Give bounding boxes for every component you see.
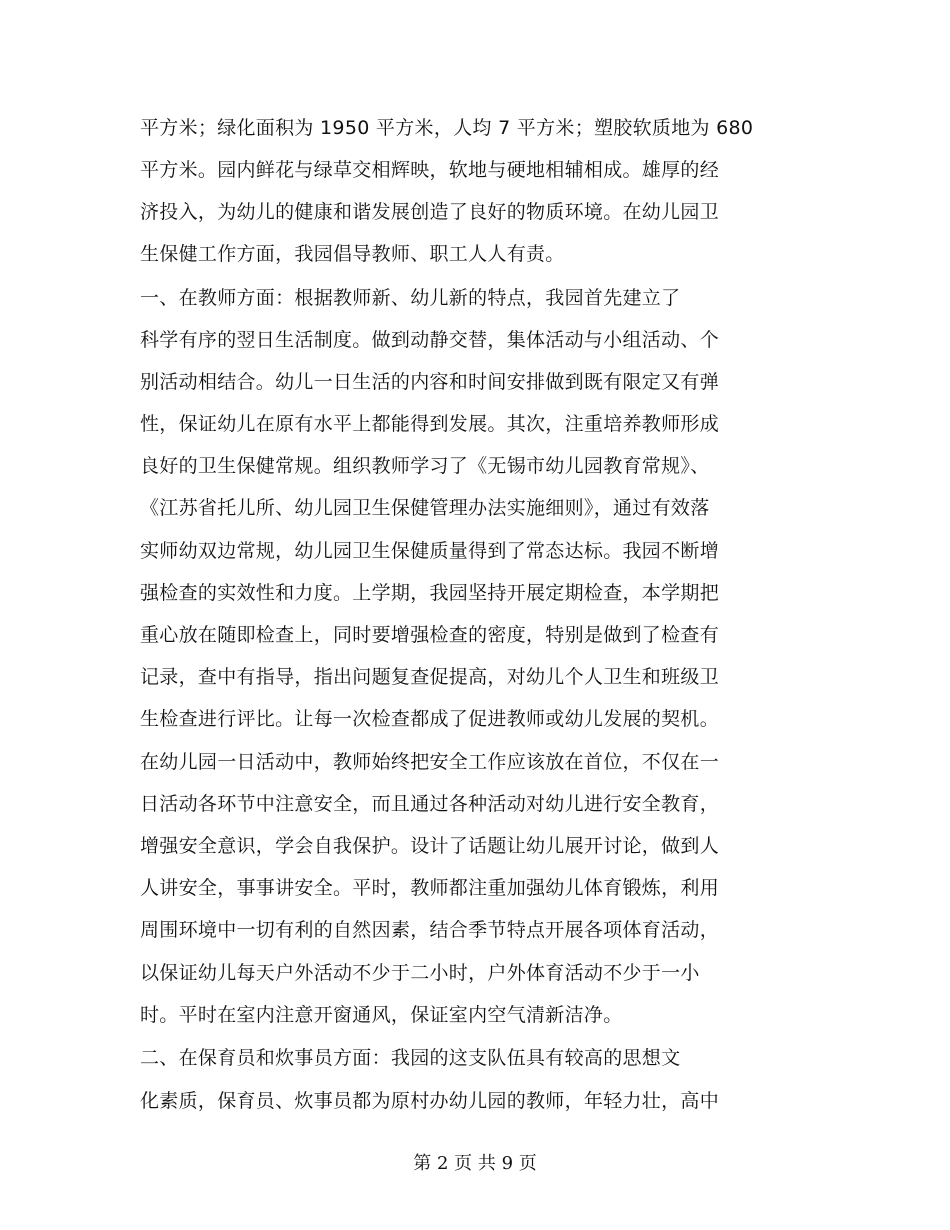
text-line: 强检查的实效性和力度。上学期，我园坚持开展定期检查，本学期把	[140, 582, 720, 604]
text-line: 平方米；绿化面积为 1950 平方米，人均 7 平方米；塑胶软质地为 680	[140, 117, 754, 139]
text-line: 在幼儿园一日活动中，教师始终把安全工作应该放在首位，不仅在一	[140, 751, 720, 773]
text-line: 化素质，保育员、炊事员都为原村办幼儿园的教师，年轻力壮，高中	[140, 1090, 720, 1112]
text-line: 良好的卫生保健常规。组织教师学习了《无锡市幼儿园教育常规》、	[140, 455, 710, 477]
text-line: 一、在教师方面：根据教师新、幼儿新的特点，我园首先建立了	[140, 287, 681, 309]
text-line: 平方米。园内鲜花与绿草交相辉映，软地与硬地相辅相成。雄厚的经	[140, 159, 720, 181]
text-line: 人讲安全，事事讲安全。平时，教师都注重加强幼儿体育锻炼，利用	[140, 877, 720, 899]
text-line: 周围环境中一切有利的自然因素，结合季节特点开展各项体育活动，	[140, 919, 720, 941]
text-line: 日活动各环节中注意安全，而且通过各种活动对幼儿进行安全教育，	[140, 793, 720, 815]
text-line: 二、在保育员和炊事员方面：我园的这支队伍具有较高的思想文	[140, 1047, 681, 1069]
text-line: 时。平时在室内注意开窗通风，保证室内空气清新洁净。	[140, 1004, 623, 1026]
text-line: 生检查进行评比。让每一次检查都成了促进教师或幼儿发展的契机。	[140, 708, 720, 730]
text-line: 济投入，为幼儿的健康和谐发展创造了良好的物质环境。在幼儿园卫	[140, 201, 720, 223]
text-line: 增强安全意识，学会自我保护。设计了话题让幼儿展开讨论，做到人	[140, 835, 720, 857]
page-footer: 第 2 页 共 9 页	[413, 1153, 537, 1174]
text-line: 实师幼双边常规，幼儿园卫生保健质量得到了常态达标。我园不断增	[140, 540, 720, 562]
text-line: 记录，查中有指导，指出问题复查促提高，对幼儿个人卫生和班级卫	[140, 666, 720, 688]
text-line: 科学有序的翌日生活制度。做到动静交替，集体活动与小组活动、个	[140, 329, 720, 351]
text-line: 生保健工作方面，我园倡导教师、职工人人有责。	[140, 243, 565, 265]
text-line: 《江苏省托儿所、幼儿园卫生保健管理办法实施细则》，通过有效落	[140, 497, 710, 519]
text-line: 重心放在随即检查上，同时要增强检查的密度，特别是做到了检查有	[140, 624, 720, 646]
text-line: 别活动相结合。幼儿一日生活的内容和时间安排做到既有限定又有弹	[140, 371, 720, 393]
text-line: 以保证幼儿每天户外活动不少于二小时，户外体育活动不少于一小	[140, 962, 700, 984]
text-line: 性，保证幼儿在原有水平上都能得到发展。其次，注重培养教师形成	[140, 413, 720, 435]
